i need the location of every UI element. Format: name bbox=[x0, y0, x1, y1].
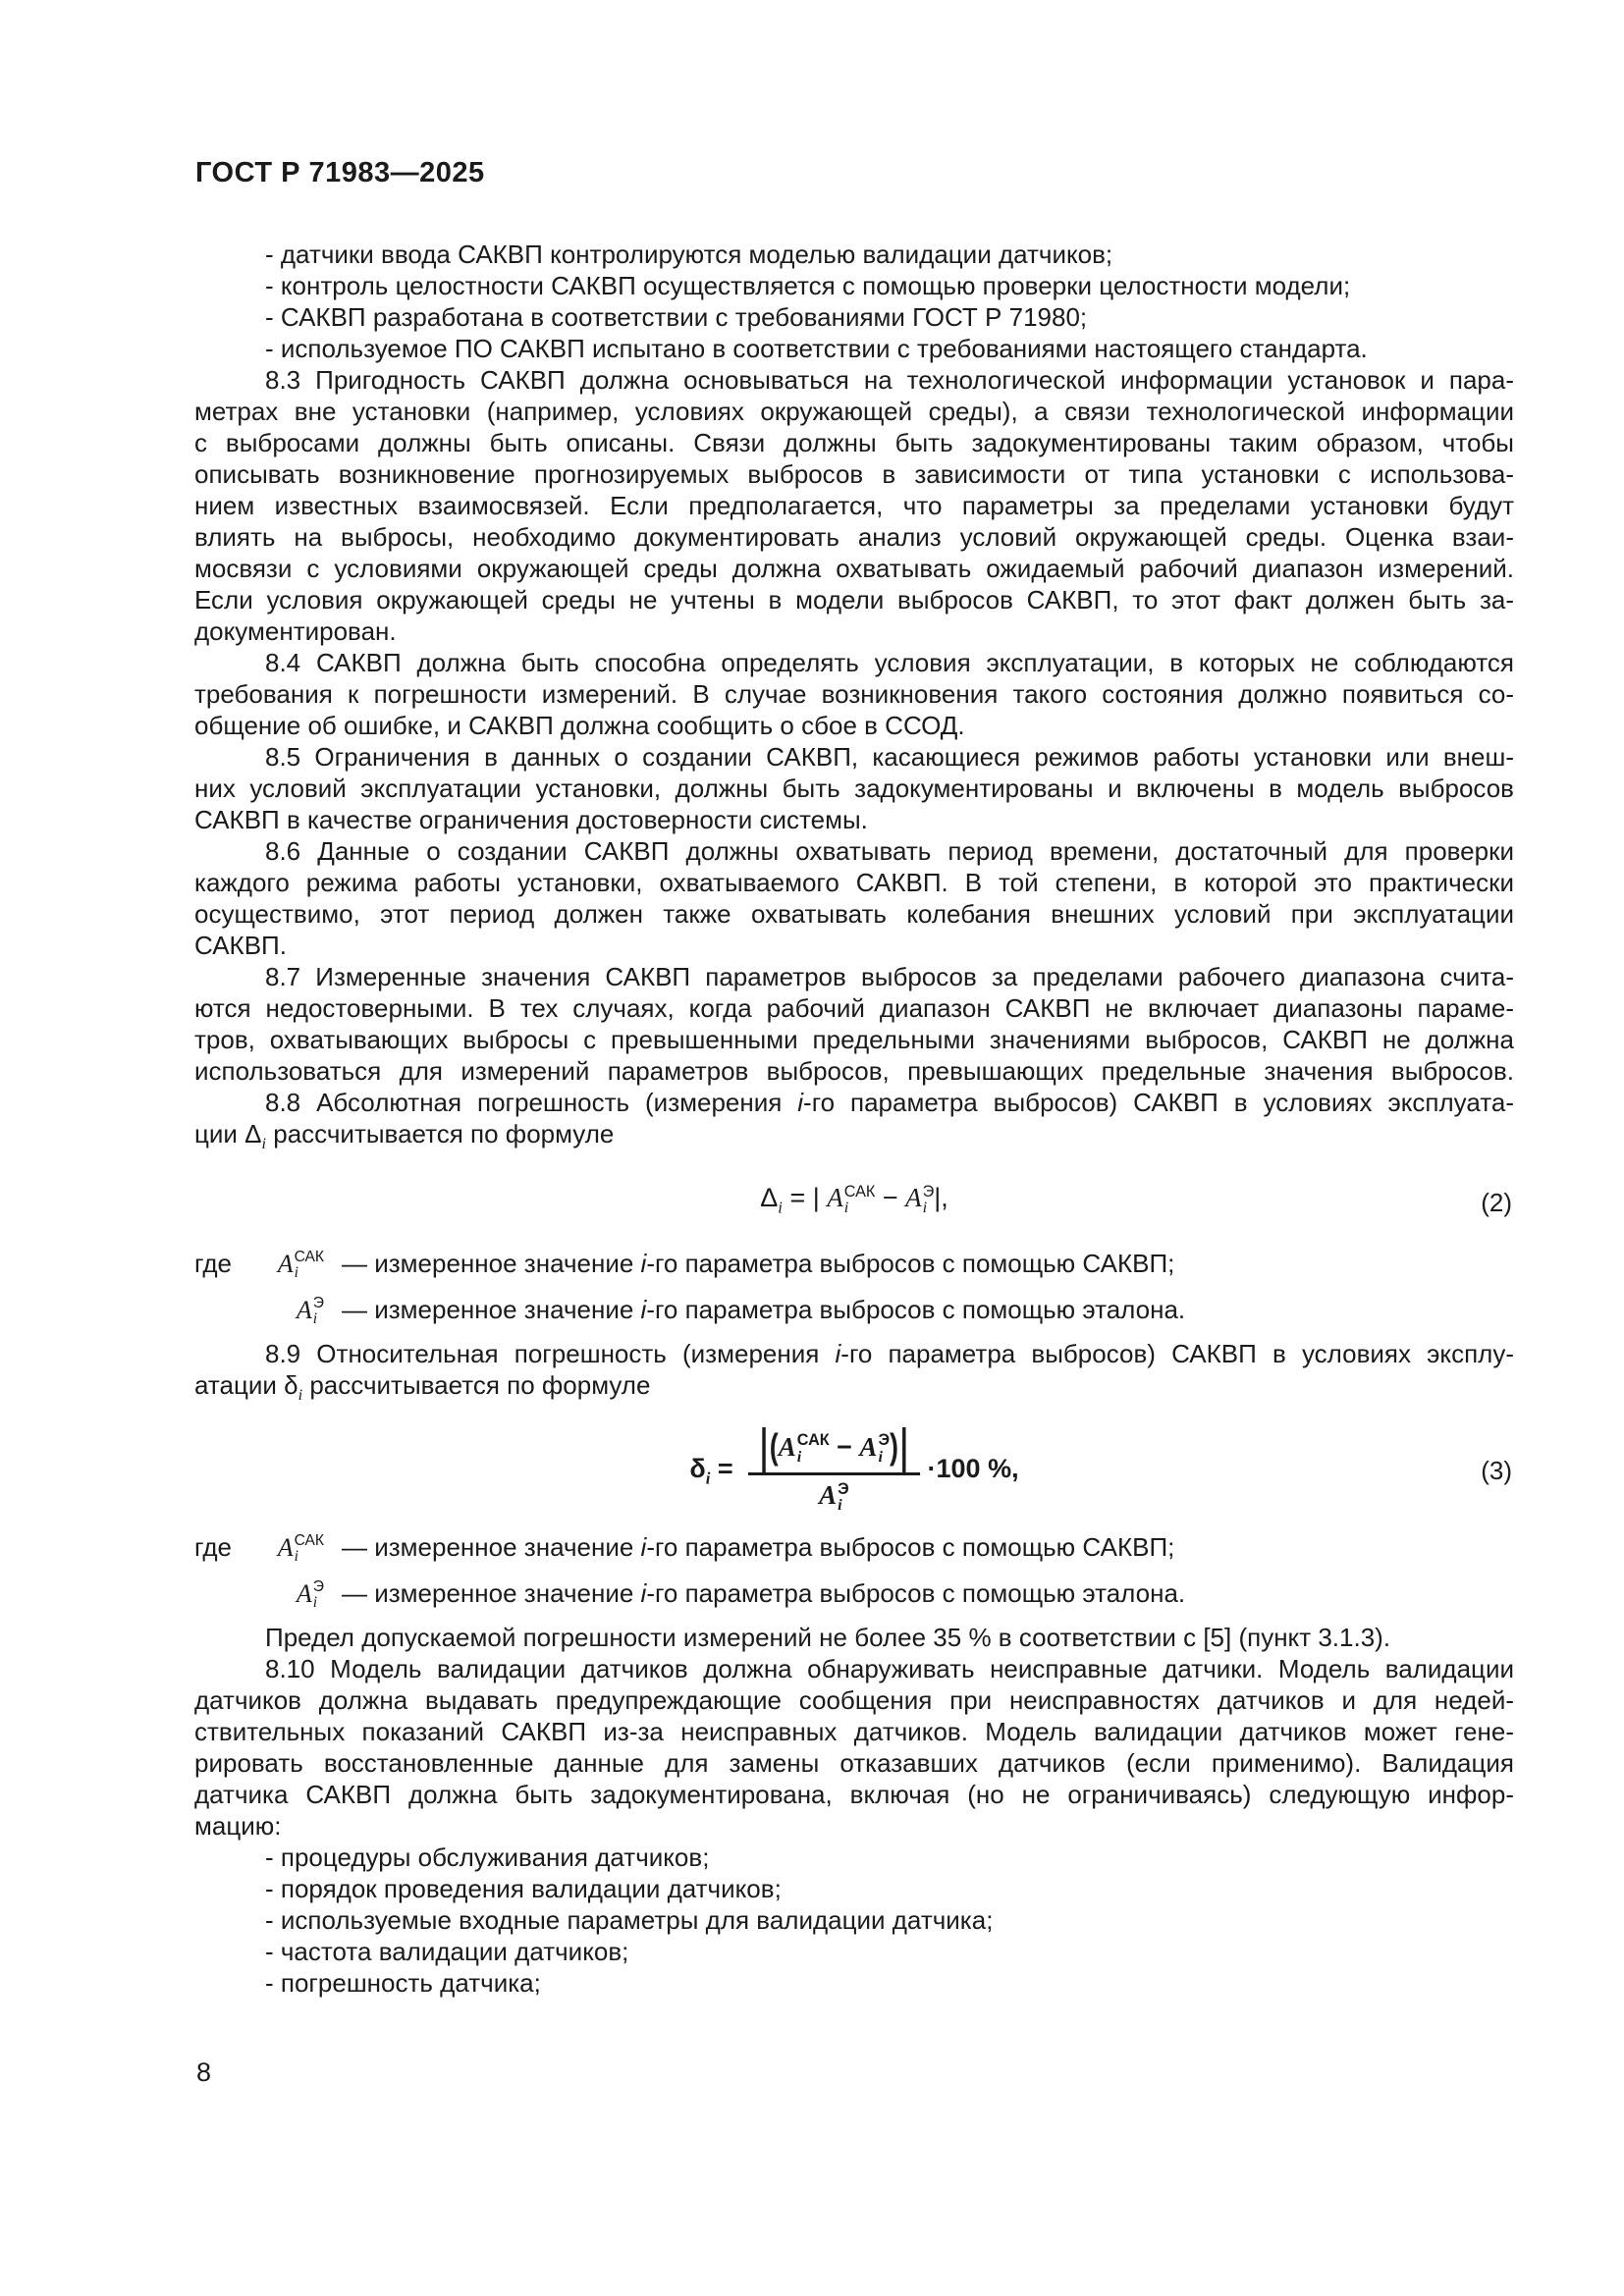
formula-3-body: $\delta_i$ = |(A САК i − A Э i )| A Э i ·100 %, bbox=[689, 1418, 1019, 1515]
symbol-delta-i: $\Delta_i$ bbox=[760, 1183, 783, 1217]
document-body bbox=[194, 239, 1514, 1999]
text-line-para-8-3: 8.3 Пригодность САКВП должна основываться на технологической информации установок и пара- bbox=[265, 365, 1514, 395]
definition-symbol bbox=[245, 1246, 330, 1282]
symbol-a-etalon: A Э i bbox=[296, 1577, 324, 1611]
page-number: 8 bbox=[196, 2057, 212, 2087]
formula-3 bbox=[194, 1418, 1514, 1515]
definition-symbol bbox=[245, 1575, 330, 1612]
text-line-para-8-10: ствительных показаний САКВП из-за неисправных датчиков. Модель валидации датчиков может гене- bbox=[194, 1716, 1514, 1746]
definition-symbol bbox=[245, 1529, 330, 1566]
text-line-para-8-7: 8.7 Измеренные значения САКВП параметров выбросов за пределами рабочего диапазона счита- bbox=[265, 962, 1514, 991]
symbol-delta-i: $\Delta_i$ bbox=[244, 1119, 267, 1153]
text-line-para-8-9: атации $\delta_i$ рассчитывается по формуле bbox=[194, 1369, 651, 1404]
definition-row bbox=[194, 1575, 1514, 1612]
text-line-para-8-4: общение об ошибке, и САКВП должна сообщить о сбое в ССОД. bbox=[194, 711, 965, 740]
text-line-para-8-5: САКВП в качестве ограничения достоверности системы. bbox=[194, 805, 868, 834]
text-line-para-8-3: нием известных взаимосвязей. Если предполагается, что параметры за пределами установки будут bbox=[194, 491, 1514, 520]
page-header: ГОСТ Р 71983—2025 bbox=[195, 157, 485, 188]
text-line-para-8-7: ются недостоверными. В тех случаях, когда рабочий диапазон САКВП не включает диапазоны параме- bbox=[194, 993, 1514, 1023]
definition-row bbox=[194, 1529, 1514, 1566]
text-line-intro-list: - датчики ввода САКВП контролируются моделью валидации датчиков; bbox=[265, 240, 1113, 269]
definition-text: — измеренное значение i-го параметра выбросов с помощью эталона. bbox=[342, 1294, 1186, 1324]
symbol-a-sak: A САК i bbox=[277, 1248, 324, 1281]
symbol-a-sak: A САК i bbox=[778, 1431, 830, 1466]
text-line-intro-list: - используемое ПО САКВП испытано в соответствии с требованиями настоящего стандарта. bbox=[265, 334, 1368, 363]
symbol-small-delta-i: $\delta_i$ bbox=[284, 1369, 303, 1404]
text-line-para-8-8: 8.8 Абсолютная погрешность (измерения i-го параметра выбросов) САКВП в условиях эксплуата- bbox=[265, 1088, 1514, 1117]
formula-2-body: $\Delta_i$ = | A САК i − A Э i |, bbox=[760, 1182, 948, 1217]
definition-label: где bbox=[194, 1531, 232, 1562]
text-line-para-8-3: влиять на выбросы, необходимо документировать анализ условий окружающей среды. Оценка взаи- bbox=[194, 522, 1514, 552]
text-line-para-8-10: рировать восстановленные данные для замены отказавших датчиков (если применимо). Валидация bbox=[194, 1747, 1514, 1778]
definition-label: где bbox=[194, 1248, 232, 1278]
text-line-sensor-validation-list: - используемые входные параметры для валидации датчика; bbox=[265, 1904, 994, 1935]
text-line-para-8-3: описывать возникновение прогнозируемых выбросов в зависимости от типа установки с использова- bbox=[194, 459, 1514, 489]
text-line-para-8-5: них условий эксплуатации установки, должны быть задокументированы и включены в модель выбросов bbox=[194, 774, 1514, 803]
text-line-para-8-3: документирован. bbox=[194, 616, 397, 646]
text-line-sensor-validation-list: - процедуры обслуживания датчиков; bbox=[265, 1842, 710, 1872]
symbol-a-etalon: A Э i bbox=[819, 1479, 849, 1515]
text-line-para-8-10: 8.10 Модель валидации датчиков должна обнаруживать неисправные датчики. Модель валидации bbox=[265, 1653, 1514, 1683]
equation-number: (3) bbox=[1481, 1455, 1512, 1485]
text-line-intro-list: - САКВП разработана в соответствии с требованиями ГОСТ Р 71980; bbox=[265, 302, 1088, 332]
definition-row bbox=[194, 1292, 1514, 1328]
text-line-para-8-6: САКВП. bbox=[194, 931, 287, 960]
text-line-para-8-3: с выбросами должны быть описаны. Связи должны быть задокументированы таким образом, чтобы bbox=[194, 428, 1514, 457]
text-line-para-8-6: 8.6 Данные о создании САКВП должны охватывать период времени, достаточный для проверки bbox=[265, 836, 1514, 866]
definition-text: — измеренное значение i-го параметра выбросов с помощью эталона. bbox=[342, 1577, 1186, 1608]
text-line-para-8-5: 8.5 Ограничения в данных о создании САКВП, касающиеся режимов работы установки или внеш- bbox=[265, 742, 1514, 772]
symbol-a-etalon: A Э i bbox=[905, 1182, 935, 1217]
definition-row bbox=[194, 1246, 1514, 1282]
symbol-small-delta-i: $\delta_i$ bbox=[689, 1453, 711, 1488]
text-line-para-8-6: каждого режима работы установки, охватываемого САКВП. В той степени, в которой это практически bbox=[194, 868, 1514, 897]
text-line-para-8-10: датчиков должна выдавать предупреждающие сообщения при неисправностях датчиков и для недей- bbox=[194, 1684, 1514, 1715]
text-line-para-8-7: тров, охватывающих выбросы с превышенными предельными значениями выбросов, САКВП не должна bbox=[194, 1025, 1514, 1054]
symbol-a-etalon: A Э i bbox=[859, 1431, 890, 1466]
text-line-intro-list: - контроль целостности САКВП осуществляется с помощью проверки целостности модели; bbox=[265, 271, 1351, 300]
text-line-para-8-6: осуществимо, этот период должен также охватывать колебания внешних условий при эксплуатации bbox=[194, 899, 1514, 929]
formula-2 bbox=[194, 1182, 1514, 1223]
text-line-para-8-7: использоваться для измерений параметров выбросов, превышающих предельные значения выбросов. bbox=[194, 1056, 1514, 1086]
definitions-formula-2 bbox=[194, 1246, 1514, 1328]
text-line-para-8-3: метрах вне установки (например, условиях окружающей среды), а связи технологической информации bbox=[194, 397, 1514, 426]
text-line-para-8-10: мацию: bbox=[194, 1810, 282, 1841]
text-line-para-8-10: датчика САКВП должна быть задокументирована, включая (но не ограничиваясь) следующую инфор- bbox=[194, 1779, 1514, 1809]
equation-number: (2) bbox=[1481, 1188, 1512, 1218]
symbol-a-sak: A САК i bbox=[827, 1182, 876, 1217]
text-line-sensor-validation-list: - частота валидации датчиков; bbox=[265, 1936, 629, 1966]
symbol-a-sak: A САК i bbox=[277, 1531, 324, 1565]
symbol-a-etalon: A Э i bbox=[296, 1294, 324, 1327]
definition-text: — измеренное значение i-го параметра выбросов с помощью САКВП; bbox=[342, 1248, 1175, 1278]
text-line-para-8-3: мосвязи с условиями окружающей среды должна охватывать ожидаемый рабочий диапазон измерений. bbox=[194, 554, 1514, 583]
text-line-para-8-4: 8.4 САКВП должна быть способна определять условия эксплуатации, в которых не соблюдаются bbox=[265, 648, 1514, 677]
text-line-para-8-4: требования к погрешности измерений. В случае возникновения такого состояния должно появиться со- bbox=[194, 679, 1514, 709]
definition-symbol bbox=[245, 1292, 330, 1328]
text-line-para-8-9: 8.9 Относительная погрешность (измерения i-го параметра выбросов) САКВП в условиях эксплу- bbox=[265, 1338, 1515, 1368]
text-line-sensor-validation-list: - погрешность датчика; bbox=[265, 1967, 541, 1998]
text-line-para-8-3: Если условия окружающей среды не учтены в модели выбросов САКВП, то этот факт должен быть за- bbox=[194, 585, 1514, 614]
fraction-denominator bbox=[748, 1475, 919, 1513]
definitions-formula-3 bbox=[194, 1529, 1514, 1612]
fraction-numerator: |(A САК i − A Э i )| bbox=[748, 1427, 919, 1475]
text-line-sensor-validation-list: - порядок проведения валидации датчиков; bbox=[265, 1873, 782, 1903]
definition-text: — измеренное значение i-го параметра выбросов с помощью САКВП; bbox=[342, 1531, 1175, 1562]
text-line-para-8-8: ции $\Delta_i$ рассчитывается по формуле bbox=[194, 1119, 615, 1153]
text-line-para-predel: Предел допускаемой погрешности измерений не более 35 % в соответствии с [5] (пункт 3.1.3). bbox=[265, 1622, 1391, 1652]
